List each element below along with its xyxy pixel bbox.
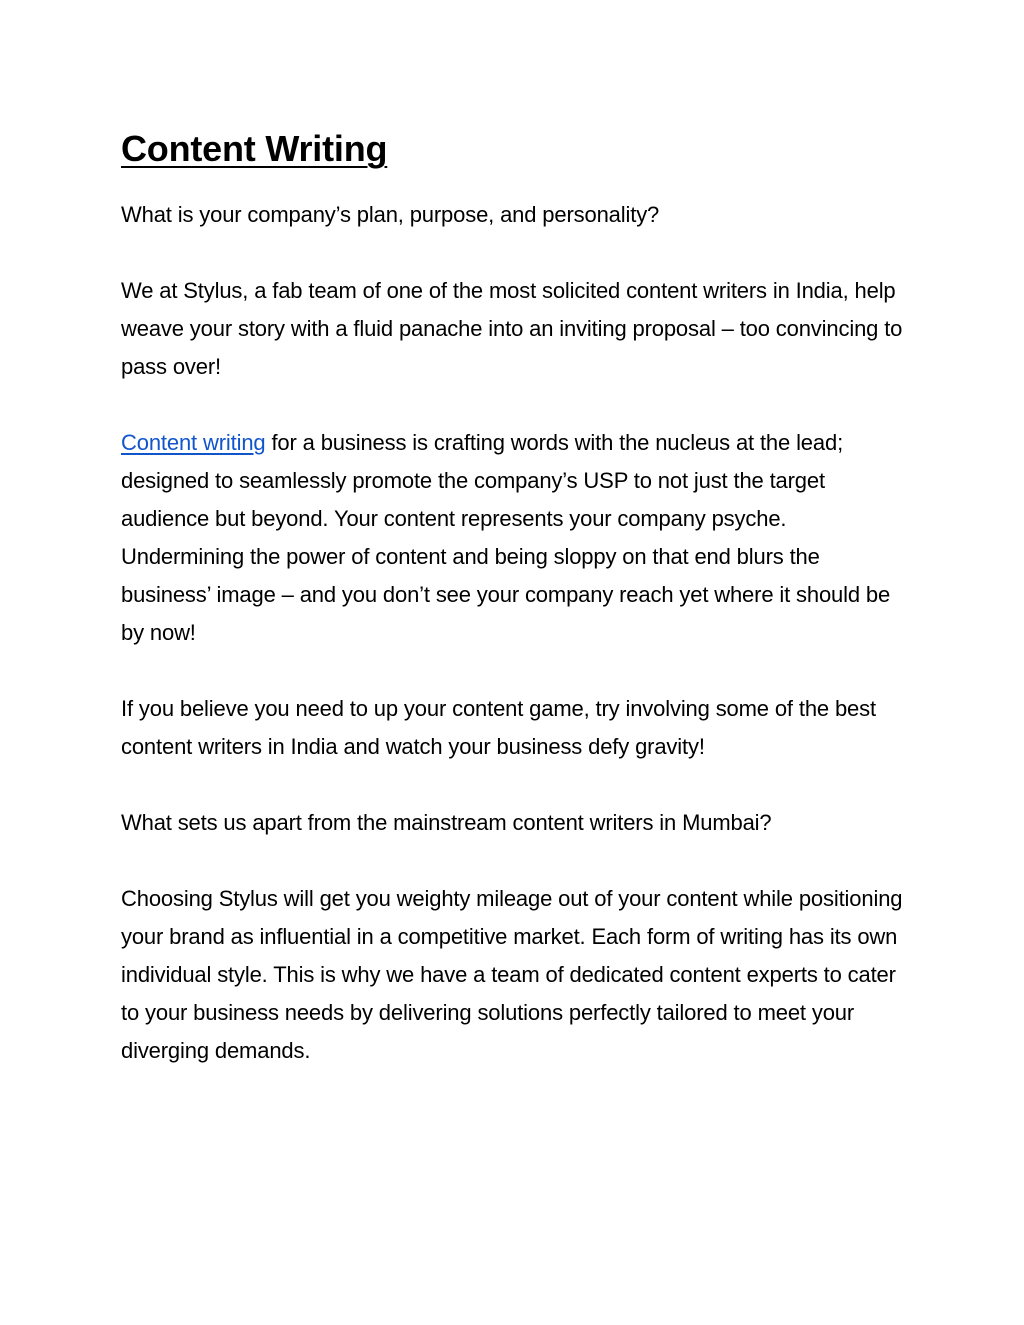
content-writing-link[interactable]: Content writing: [121, 430, 266, 455]
paragraph-intro-question: What is your company’s plan, purpose, and personality?: [121, 202, 660, 227]
document-page: [121, 126, 911, 1070]
paragraph-content-writing: [121, 424, 911, 652]
paragraph-content-game: If you believe you need to up your content game, try involving some of the best content writers in India and watch your business defy gravity!: [121, 696, 876, 759]
paragraph-stylus-intro: We at Stylus, a fab team of one of the most solicited content writers in India, help weave your story with a fluid panache into an inviting proposal – too convincing to pass over!: [121, 278, 903, 379]
paragraph-choosing-stylus: Choosing Stylus will get you weighty mileage out of your content while positioning your brand as influential in a competitive market. Each form of writing has its own individual style. This is why we have a team of dedicated content experts to cater to your business needs by delivering solutions perfectly tailored to meet your diverging demands.: [121, 886, 903, 1063]
paragraph-apart-question: What sets us apart from the mainstream content writers in Mumbai?: [121, 810, 772, 835]
page-title: Content Writing: [121, 128, 388, 169]
paragraph-content-writing-text: for a business is crafting words with the nucleus at the lead; designed to seamlessly promote the company’s USP to not just the target audience but beyond. Your content represents your company psyche. Undermining the power of content and being sloppy on that end blurs the business’ image – and you don’t see your company reach yet where it should be by now!: [121, 430, 891, 645]
